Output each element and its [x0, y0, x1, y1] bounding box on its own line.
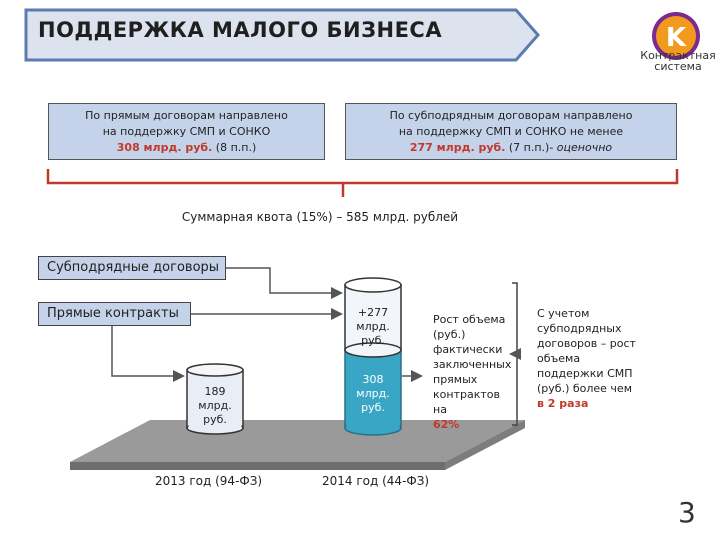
platform-front [70, 462, 445, 470]
direct-arrow-2013 [112, 326, 182, 376]
year-2014-label: 2014 год (44-ФЗ) [322, 474, 430, 488]
growth-note-highlight: 62% [433, 418, 460, 431]
page-number: 3 [678, 496, 696, 529]
subcontract-label: Субподрядные договоры [38, 256, 226, 280]
direct-box-suffix: (8 п.п.) [212, 141, 257, 154]
subcontract-arrow [226, 268, 340, 293]
direct-box-amount: 308 млрд. руб. [116, 141, 213, 154]
subcontract-note-text: С учетом субподрядных договоров – рост объема поддержки СМП (руб.) более чем [537, 307, 636, 395]
logo-letter: K [665, 23, 687, 53]
page-title: ПОДДЕРЖКА МАЛОГО БИЗНЕСА [38, 18, 443, 42]
growth-note-text: Рост объема (руб.) фактически заключенных прямых контрактов на [433, 313, 512, 416]
c2014-bottom-line2: млрд. [356, 387, 390, 400]
cylinder-2014-top-label [345, 306, 401, 348]
subcontract-box-line1: По субподрядным договорам направлено [389, 109, 633, 122]
cylinder-2013-label [187, 385, 243, 427]
c2013-line3: руб. [203, 413, 227, 426]
c2013-line1: 189 [204, 385, 226, 398]
subcontract-note-highlight: в 2 раза [537, 397, 589, 410]
c2014-top-line1: +277 [357, 306, 389, 319]
logo-text-line2: система [654, 60, 702, 73]
direct-box-line2: на поддержку СМП и СОНКО [102, 125, 271, 138]
c2014-top-line2: млрд. [356, 320, 390, 333]
subcontract-box-amount: 277 млрд. руб. [409, 141, 506, 154]
logo-text-line1: Контрактная [640, 49, 716, 62]
cylinder-2014-bottom-label [345, 373, 401, 415]
subcontract-box-line2: на поддержку СМП и СОНКО не менее [398, 125, 624, 138]
subcontract-growth-note [537, 306, 637, 411]
subcontract-box-italic: оценочно [556, 141, 613, 154]
direct-contracts-label: Прямые контракты [38, 302, 191, 326]
quota-text: Суммарная квота (15%) – 585 млрд. рублей [181, 210, 459, 224]
year-2013-label: 2013 год (94-ФЗ) [155, 474, 263, 488]
growth-note [433, 312, 513, 432]
c2013-line2: млрд. [198, 399, 232, 412]
subcontract-box-suffix: (7 п.п.)- [505, 141, 557, 154]
direct-box-line1: По прямым договорам направлено [85, 109, 288, 122]
c2014-top-line3: руб. [361, 334, 385, 347]
c2014-bottom-line3: руб. [361, 401, 385, 414]
c2014-bottom-line1: 308 [362, 373, 384, 386]
